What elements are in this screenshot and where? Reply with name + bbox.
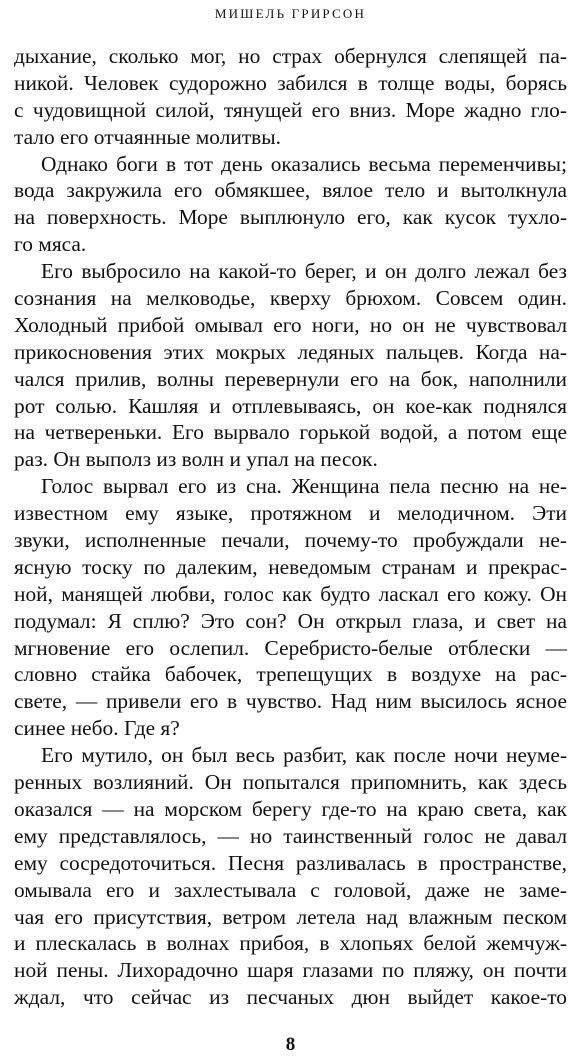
text-line: свете, — привели его в чувство. Над ним высилось ясное [14,689,567,714]
text-line: словно стайка бабочек, трепещущих в воздухе на рас- [14,662,567,687]
text-line: и плескалась в волнах прибоя, в хлопьях белой жемчуж- [14,931,567,956]
text-line: чался прилив, волны перевернули его на бок, наполнили [14,366,567,391]
text-line: Однако боги в тот день оказались весьма переменчивы; [41,151,567,176]
body-text [14,43,567,1011]
paragraph-1 [14,43,567,151]
text-line: тало его отчаянные молитвы. [14,124,281,149]
text-line: омывала его и захлестывала с головой, даже не заме- [14,877,567,902]
text-line: ной пены. Лихорадочно шаря глазами по пляжу, он почти [14,958,567,983]
text-line: синее небо. Где я? [14,716,180,741]
text-line: мгновение его ослепил. Серебристо-белые отблески — [14,635,567,660]
text-line: ренных возлияний. Он попытался припомнить, как здесь [14,770,567,795]
paragraph-3 [14,258,567,473]
text-line: с чудовищной силой, тянущей его вниз. Море жадно гло- [14,97,567,122]
paragraph-5 [14,742,567,1011]
text-line: звуки, исполненные печали, почему-то пробуждали не- [14,528,567,553]
paragraph-2 [14,151,567,259]
text-line: оказался — на морском берегу где-то на краю света, как [14,796,567,821]
text-line: вода закружила его обмякшее, вялое тело и вытолкнула [14,178,567,203]
text-line: ной, манящей любви, голос как будто ласкал его кожу. Он [14,581,567,606]
text-line: ему представлялось, — но таинственный голос не давал [14,823,567,848]
text-line: подумал: Я сплю? Это сон? Он открыл глаза, и свет на [14,608,567,633]
text-line: рот солью. Кашляя и отплевываясь, он кое-как поднялся [14,393,567,418]
text-line: раз. Он выполз из волн и упал на песок. [14,447,378,472]
text-line: ждал, что сейчас из песчаных дюн выйдет какое-то [14,985,567,1010]
paragraph-4 [14,473,567,742]
text-line: Его выбросило на какой-то берег, и он долго лежал без [41,259,567,284]
text-line: дыхание, сколько мог, но страх обернулся слепящей па- [14,44,567,68]
text-line: Холодный прибой омывал его ноги, но он не чувствовал [14,312,567,337]
text-line: ему сосредоточиться. Песня разливалась в пространстве, [14,850,567,875]
text-line: го мяса. [14,232,87,257]
text-line: сознания на мелководье, кверху брюхом. Совсем один. [14,286,567,311]
text-line: чая его присутствия, ветром летела над влажным песком [14,904,567,929]
text-line: ясную тоску по далеким, неведомым странам и прекрас- [14,554,567,579]
text-line: никой. Человек судорожно забился в толще воды, борясь [14,70,567,95]
text-line: Его мутило, он был весь разбит, как после ночи неуме- [41,743,567,768]
page-number: 8 [285,1034,296,1055]
text-line: известном ему языке, протяжном и мелодичном. Эти [14,501,567,526]
running-header: МИШЕЛЬ ГРИРСОН [214,6,367,21]
text-line: на поверхность. Море выплюнуло его, как кусок тухло- [14,205,567,230]
text-line: Голос вырвал его из сна. Женщина пела песню на не- [41,474,567,499]
text-line: прикосновения этих мокрых ледяных пальцев. Когда на- [14,339,567,364]
text-line: на четвереньки. Его вырвало горькой водой, а потом еще [14,420,567,445]
